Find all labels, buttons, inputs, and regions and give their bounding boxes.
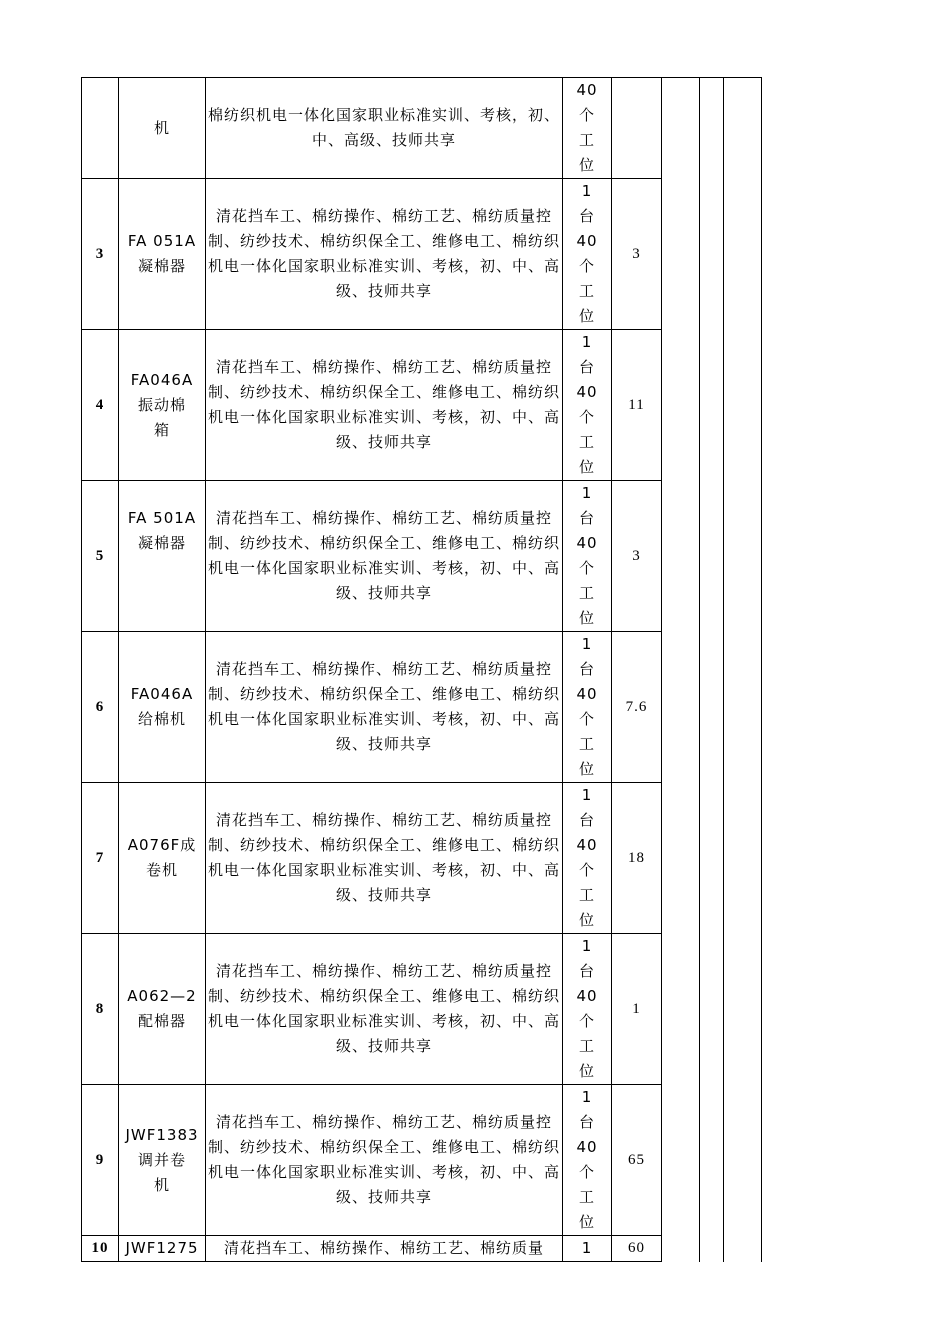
quantity-cell xyxy=(563,1236,612,1262)
equipment-name-cell xyxy=(119,1236,206,1262)
empty-side-cell xyxy=(662,1236,700,1262)
description-cell: 清花挡车工、棉纺操作、棉纺工艺、棉纺质量控制、纺纱技术、棉纺织保全工、维修电工、棉纺织机电一体化国家职业标准实训、考核，初、中、高级、技师共享 xyxy=(206,783,563,934)
value-cell: 18 xyxy=(612,783,662,934)
empty-side-cell xyxy=(662,78,700,179)
quantity-line: 台 xyxy=(578,811,595,829)
equipment-name-line: 配棉器 xyxy=(137,1012,186,1030)
quantity-line: 40 xyxy=(576,836,598,854)
equipment-name-line: 箱 xyxy=(153,420,170,439)
table-row xyxy=(82,330,762,481)
equipment-name-cell xyxy=(119,632,206,783)
quantity-cell xyxy=(563,1085,612,1236)
value-cell: 3 xyxy=(612,481,662,632)
table-row xyxy=(82,1085,762,1236)
quantity-line: 1 xyxy=(581,1088,593,1106)
quantity-cell xyxy=(563,330,612,481)
quantity-line: 40 xyxy=(576,1138,598,1156)
row-number-cell: 8 xyxy=(82,934,119,1085)
quantity-line: 台 xyxy=(578,660,595,678)
table-row xyxy=(82,179,762,330)
quantity-line: 工 xyxy=(578,433,595,451)
empty-side-cell xyxy=(662,1085,700,1236)
quantity-line: 个 xyxy=(578,408,595,426)
table-row xyxy=(82,934,762,1085)
equipment-name-cell xyxy=(119,783,206,934)
equipment-name-line: 机 xyxy=(153,1175,170,1194)
description-cell: 清花挡车工、棉纺操作、棉纺工艺、棉纺质量控制、纺纱技术、棉纺织保全工、维修电工、棉纺织机电一体化国家职业标准实训、考核，初、中、高级、技师共享 xyxy=(206,1085,563,1236)
value-cell xyxy=(612,78,662,179)
equipment-name-cell xyxy=(119,78,206,179)
row-number-cell xyxy=(82,78,119,179)
equipment-name-cell xyxy=(119,1085,206,1236)
row-number-cell: 10 xyxy=(82,1236,119,1262)
quantity-line: 40 xyxy=(576,232,598,250)
empty-side-cell xyxy=(724,1085,762,1236)
quantity-line: 40 xyxy=(576,987,598,1005)
quantity-line: 1 xyxy=(581,786,593,804)
description-cell: 棉纺织机电一体化国家职业标准实训、考核，初、中、高级、技师共享 xyxy=(206,78,563,179)
value-cell: 1 xyxy=(612,934,662,1085)
quantity-line: 工 xyxy=(578,735,595,753)
quantity-line: 位 xyxy=(578,458,595,476)
empty-side-cell xyxy=(700,1236,724,1262)
table-row xyxy=(82,481,762,632)
empty-side-cell xyxy=(700,632,724,783)
quantity-line: 个 xyxy=(578,1163,595,1181)
empty-side-cell xyxy=(662,632,700,783)
quantity-line: 工 xyxy=(578,1188,595,1206)
empty-side-cell xyxy=(700,179,724,330)
empty-side-cell xyxy=(724,330,762,481)
quantity-line: 40 xyxy=(576,383,598,401)
quantity-line: 工 xyxy=(578,584,595,602)
equipment-name-line: 振动棉 xyxy=(137,395,186,414)
quantity-line: 工 xyxy=(578,1037,595,1055)
empty-side-cell xyxy=(700,78,724,179)
equipment-name-line: 凝棉器 xyxy=(137,257,186,275)
equipment-name-line: A062—2 xyxy=(127,987,197,1005)
quantity-line: 位 xyxy=(578,760,595,778)
quantity-cell xyxy=(563,934,612,1085)
quantity-line: 位 xyxy=(578,1062,595,1080)
quantity-line: 个 xyxy=(578,1012,595,1030)
equipment-name-line: 调并卷 xyxy=(137,1150,186,1169)
quantity-line: 位 xyxy=(578,307,595,325)
quantity-line: 位 xyxy=(578,609,595,627)
quantity-line: 台 xyxy=(578,1113,595,1131)
quantity-line: 个 xyxy=(578,861,595,879)
equipment-name-line xyxy=(119,581,205,606)
quantity-line: 个 xyxy=(578,106,595,124)
equipment-name-cell xyxy=(119,934,206,1085)
empty-side-cell xyxy=(724,934,762,1085)
quantity-line: 个 xyxy=(578,257,595,275)
equipment-name-line: 给棉机 xyxy=(137,710,186,728)
equipment-name-line: JWF1275 xyxy=(125,1239,199,1257)
quantity-line: 工 xyxy=(578,886,595,904)
quantity-line: 工 xyxy=(578,131,595,149)
empty-side-cell xyxy=(724,179,762,330)
equipment-name-line: FA 051A xyxy=(127,232,197,250)
quantity-line: 工 xyxy=(578,282,595,300)
empty-side-cell xyxy=(700,1085,724,1236)
equipment-name-line: FA046A xyxy=(130,370,194,389)
equipment-name-line xyxy=(119,556,205,581)
empty-side-cell xyxy=(662,934,700,1085)
empty-side-cell xyxy=(724,481,762,632)
quantity-line: 台 xyxy=(578,207,595,225)
empty-side-cell xyxy=(662,179,700,330)
equipment-name-line: 卷机 xyxy=(145,861,178,879)
equipment-name-line: FA046A xyxy=(130,685,194,703)
quantity-line: 40 xyxy=(576,81,598,99)
empty-side-cell xyxy=(724,78,762,179)
quantity-line: 位 xyxy=(578,1213,595,1231)
equipment-name-cell xyxy=(119,330,206,481)
equipment-table xyxy=(81,77,762,1262)
empty-side-cell xyxy=(724,632,762,783)
row-number-cell: 5 xyxy=(82,481,119,632)
empty-side-cell xyxy=(724,1236,762,1262)
empty-side-cell xyxy=(662,783,700,934)
quantity-cell xyxy=(563,179,612,330)
quantity-line: 台 xyxy=(578,358,595,376)
row-number-cell: 6 xyxy=(82,632,119,783)
empty-side-cell xyxy=(700,330,724,481)
empty-side-cell xyxy=(700,481,724,632)
description-cell: 清花挡车工、棉纺操作、棉纺工艺、棉纺质量控制、纺纱技术、棉纺织保全工、维修电工、棉纺织机电一体化国家职业标准实训、考核，初、中、高级、技师共享 xyxy=(206,632,563,783)
value-cell: 65 xyxy=(612,1085,662,1236)
quantity-line: 台 xyxy=(578,962,595,980)
equipment-name-line: A076F成 xyxy=(127,836,197,854)
quantity-line: 位 xyxy=(578,911,595,929)
table-row xyxy=(82,78,762,179)
quantity-line: 40 xyxy=(576,534,598,552)
value-cell: 11 xyxy=(612,330,662,481)
description-cell: 清花挡车工、棉纺操作、棉纺工艺、棉纺质量控制、纺纱技术、棉纺织保全工、维修电工、棉纺织机电一体化国家职业标准实训、考核，初、中、高级、技师共享 xyxy=(206,330,563,481)
quantity-line: 40 xyxy=(576,685,598,703)
quantity-line: 1 xyxy=(581,1239,593,1257)
equipment-name-line: FA 501A xyxy=(127,509,197,527)
value-cell: 7.6 xyxy=(612,632,662,783)
quantity-line: 1 xyxy=(581,635,593,653)
quantity-line: 台 xyxy=(578,509,595,527)
quantity-line: 位 xyxy=(578,156,595,174)
empty-side-cell xyxy=(662,330,700,481)
equipment-name-line: JWF1383 xyxy=(125,1125,199,1144)
quantity-line: 1 xyxy=(581,182,593,200)
quantity-cell xyxy=(563,481,612,632)
value-cell: 60 xyxy=(612,1236,662,1262)
equipment-name-line: 机 xyxy=(153,118,170,137)
row-number-cell: 9 xyxy=(82,1085,119,1236)
equipment-name-cell xyxy=(119,481,206,632)
table-row xyxy=(82,632,762,783)
row-number-cell: 7 xyxy=(82,783,119,934)
quantity-cell xyxy=(563,783,612,934)
quantity-line: 个 xyxy=(578,559,595,577)
row-number-cell: 3 xyxy=(82,179,119,330)
equipment-name-cell xyxy=(119,179,206,330)
description-cell: 清花挡车工、棉纺操作、棉纺工艺、棉纺质量控制、纺纱技术、棉纺织保全工、维修电工、棉纺织机电一体化国家职业标准实训、考核，初、中、高级、技师共享 xyxy=(206,179,563,330)
quantity-cell xyxy=(563,632,612,783)
description-cell: 清花挡车工、棉纺操作、棉纺工艺、棉纺质量 xyxy=(206,1236,563,1262)
quantity-cell xyxy=(563,78,612,179)
empty-side-cell xyxy=(700,934,724,1085)
quantity-line: 1 xyxy=(581,484,593,502)
table-row xyxy=(82,1236,762,1262)
quantity-line: 1 xyxy=(581,333,593,351)
description-cell: 清花挡车工、棉纺操作、棉纺工艺、棉纺质量控制、纺纱技术、棉纺织保全工、维修电工、棉纺织机电一体化国家职业标准实训、考核，初、中、高级、技师共享 xyxy=(206,934,563,1085)
equipment-name-line: 凝棉器 xyxy=(137,534,186,552)
row-number-cell: 4 xyxy=(82,330,119,481)
quantity-line: 个 xyxy=(578,710,595,728)
description-cell: 清花挡车工、棉纺操作、棉纺工艺、棉纺质量控制、纺纱技术、棉纺织保全工、维修电工、棉纺织机电一体化国家职业标准实训、考核，初、中、高级、技师共享 xyxy=(206,481,563,632)
empty-side-cell xyxy=(724,783,762,934)
value-cell: 3 xyxy=(612,179,662,330)
empty-side-cell xyxy=(700,783,724,934)
table-row xyxy=(82,783,762,934)
empty-side-cell xyxy=(662,481,700,632)
quantity-line: 1 xyxy=(581,937,593,955)
